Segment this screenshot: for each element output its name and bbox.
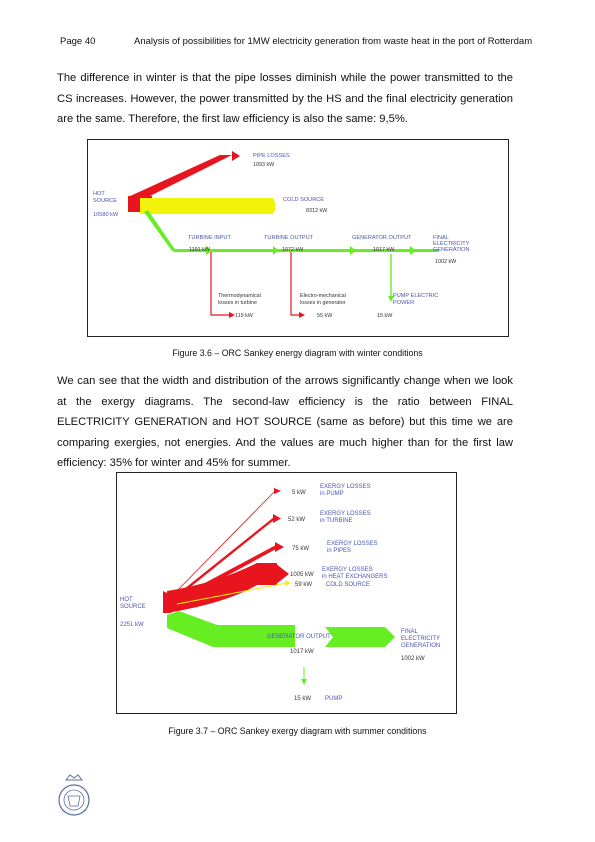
generator-output-value: 1017 kW bbox=[290, 649, 314, 655]
final-electricity-arrow bbox=[325, 627, 395, 647]
paragraph-1: The difference in winter is that the pipe losses diminish while the power transmitted to the CS increases. However, the power transmitted by the HS and the final electricity generation are the same. Therefore, the first law efficiency is also the same: 9,5%. bbox=[57, 72, 513, 125]
turbine-input-value: 1191 kW bbox=[189, 247, 210, 253]
figure-2-caption: Figure 3.7 – ORC Sankey exergy diagram with summer conditions bbox=[168, 726, 427, 736]
sankey-exergy-diagram bbox=[117, 473, 456, 713]
electro-value: 55 kW bbox=[317, 313, 333, 319]
thermo-value: 119 kW bbox=[235, 313, 253, 319]
pump-arrowhead bbox=[301, 679, 307, 685]
hx-loss-value: 1005 kW bbox=[290, 572, 314, 578]
hx-loss-label-2: in HEAT EXCHANGERS bbox=[322, 574, 388, 580]
thermo-label-2: losses in turbine bbox=[218, 300, 257, 306]
pipes-loss-label-2: in PIPES bbox=[327, 548, 352, 554]
pipe-losses-label: PIPE LOSSES bbox=[253, 153, 290, 159]
pipes-loss-value: 75 kW bbox=[292, 546, 310, 552]
final-label-1: FINAL bbox=[433, 235, 449, 241]
thermo-label-1: Thermodynamical bbox=[218, 293, 261, 299]
turbine-loss-arrowhead bbox=[273, 514, 281, 523]
pipes-loss-label-1: EXERGY LOSSES bbox=[327, 541, 378, 547]
final-label-2: ELECTRICITY bbox=[401, 636, 441, 642]
pipe-losses-value: 1093 kW bbox=[253, 162, 275, 168]
generator-flow bbox=[167, 611, 295, 647]
pump-loss-label-2: in PUMP bbox=[320, 491, 344, 497]
shield-icon bbox=[68, 796, 80, 806]
pipes-loss-arrowhead bbox=[275, 542, 284, 552]
power-line bbox=[174, 249, 439, 252]
final-value: 1002 kW bbox=[435, 259, 457, 265]
power-flow bbox=[144, 210, 176, 251]
figure-1-caption: Figure 3.6 – ORC Sankey energy diagram with winter conditions bbox=[172, 348, 423, 358]
pump-loss-value: 5 kW bbox=[292, 490, 306, 496]
hot-source-value: 2251 kW bbox=[120, 622, 144, 628]
turbine-loss-value: 52 kW bbox=[288, 517, 306, 523]
cold-arrowhead bbox=[285, 580, 291, 586]
hx-loss-label-1: EXERGY LOSSES bbox=[322, 567, 373, 573]
crown-icon bbox=[66, 775, 82, 780]
pump-loss-arrowhead bbox=[274, 488, 281, 494]
pump-value: 15 kW bbox=[294, 696, 312, 702]
pipe-losses-flow bbox=[128, 155, 232, 200]
university-seal-logo bbox=[54, 772, 94, 822]
pipe-losses-arrowhead bbox=[232, 151, 240, 161]
generator-output-label: GENERATOR OUTPUT bbox=[352, 235, 412, 241]
turbine-output-value: 1072 kW bbox=[282, 247, 304, 253]
pump-loss-label-1: EXERGY LOSSES bbox=[320, 484, 371, 490]
final-label-3: GENERATION bbox=[401, 643, 441, 649]
turbine-output-label: TURBINE OUTPUT bbox=[264, 235, 314, 241]
arrow-2 bbox=[273, 246, 279, 255]
turbine-loss-label-1: EXERGY LOSSES bbox=[320, 511, 371, 517]
generator-output-value: 1017 kW bbox=[373, 247, 395, 253]
cold-source-label: COLD SOURCE bbox=[283, 197, 325, 203]
pump-label: PUMP bbox=[325, 696, 343, 702]
generator-output-label: GENERATOR OUTPUT bbox=[267, 634, 331, 640]
cold-source-flow bbox=[140, 198, 276, 214]
pump-label-2: POWER bbox=[393, 300, 415, 306]
cold-label: COLD SOURCE bbox=[326, 582, 371, 588]
paragraph-2: We can see that the width and distribution of the arrows significantly change when we look at the exergy diagrams. The second-law efficiency is the ratio between FINAL ELECTRICITY GENERATION and HOT SOURCE (same as before) but this time we are comparing exergies, not energies. And the values are much higher than for the first law efficiency: 35% for winter and 45% for summer. bbox=[57, 375, 513, 469]
arrow-3 bbox=[350, 246, 356, 255]
pump-value: 15 kW bbox=[377, 313, 393, 319]
document-title: Analysis of possibilities for 1MW electricity generation from waste heat in the port of Rotterdam bbox=[134, 36, 533, 47]
hot-source-label-2: SOURCE bbox=[93, 198, 117, 204]
electro-label-1: Electro-mechanical bbox=[300, 293, 346, 299]
hot-source-label-1: HOT bbox=[120, 597, 133, 603]
cold-source-value: 8312 kW bbox=[306, 208, 328, 214]
turbine-loss-label-2: in TURBINE bbox=[320, 518, 353, 524]
hot-source-label-2: SOURCE bbox=[120, 604, 146, 610]
seal-ribbon bbox=[62, 810, 86, 815]
pump-label-1: PUMP ELECTRIC bbox=[393, 293, 439, 299]
final-label-2: ELECTRICITY bbox=[433, 241, 470, 247]
final-value: 1002 kW bbox=[401, 656, 425, 662]
figure-summer-exergy-sankey bbox=[116, 472, 457, 714]
final-label-3: GENERATION bbox=[433, 247, 470, 253]
seal-inner-ring bbox=[64, 790, 84, 810]
page-number: Page 40 bbox=[60, 36, 96, 47]
final-label-1: FINAL bbox=[401, 629, 419, 635]
turbine-input-label: TURBINE INPUT bbox=[188, 235, 231, 241]
cold-value: 59 kW bbox=[295, 582, 313, 588]
seal-ring bbox=[59, 785, 89, 815]
arrow-4 bbox=[410, 246, 416, 255]
electro-arrowhead bbox=[299, 312, 305, 318]
electro-loss-line bbox=[291, 252, 300, 315]
hot-source-label-1: HOT bbox=[93, 191, 105, 197]
electro-label-2: losses in generator bbox=[300, 300, 346, 306]
hot-source-value: 10580 kW bbox=[93, 212, 119, 218]
sankey-energy-diagram bbox=[88, 140, 508, 336]
figure-winter-sankey bbox=[87, 139, 509, 337]
